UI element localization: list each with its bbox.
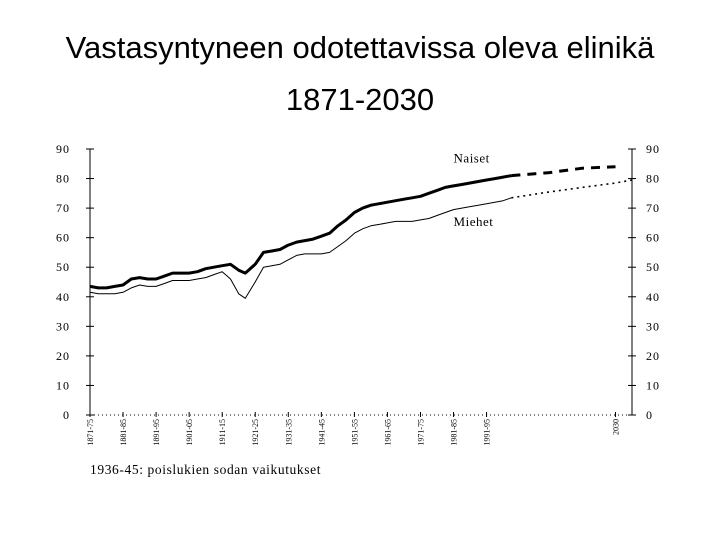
- y-tick-label-left: 80: [56, 171, 70, 186]
- x-tick-label: 1921-25: [251, 419, 261, 446]
- series-line-3: [511, 180, 632, 198]
- y-tick-label-right: 50: [646, 260, 660, 275]
- chart-title-line2: 1871-2030: [285, 82, 435, 117]
- x-tick-label: 1901-05: [185, 419, 195, 446]
- y-tick-label-right: 30: [646, 319, 660, 334]
- y-tick-label-left: 90: [56, 142, 70, 156]
- y-tick-label-left: 70: [56, 201, 70, 216]
- y-tick-label-left: 30: [56, 319, 70, 334]
- x-tick-label: 1991-95: [482, 419, 492, 446]
- y-tick-label-right: 60: [646, 230, 660, 245]
- series-label-0: Naiset: [453, 150, 490, 166]
- y-tick-label-right: 10: [646, 378, 660, 393]
- x-tick-label: 2030: [611, 419, 621, 435]
- x-tick-label: 1981-85: [449, 419, 459, 446]
- x-tick-label: 1911-15: [218, 419, 228, 446]
- x-tick-label: 1971-75: [416, 419, 426, 446]
- x-tick-label: 1951-55: [350, 419, 360, 446]
- y-tick-label-left: 50: [56, 260, 70, 275]
- series-label-layer: [454, 150, 494, 229]
- y-tick-label-left: 60: [56, 230, 70, 245]
- series-label-1: Miehet: [453, 213, 494, 229]
- x-tick-label: 1881-85: [119, 419, 129, 446]
- x-tick-label: 1871-75: [86, 419, 95, 446]
- y-tick-label-right: 90: [646, 142, 660, 156]
- y-tick-label-left: 10: [56, 378, 70, 393]
- axes: [56, 142, 660, 446]
- x-tick-label: 1941-45: [317, 419, 327, 446]
- series-layer: [90, 167, 632, 299]
- series-line-2: [511, 167, 615, 176]
- y-tick-label-right: 40: [646, 289, 660, 304]
- chart-title-line1: Vastasyntyneen odotettavissa oleva elinikä: [65, 30, 655, 65]
- y-tick-label-right: 20: [646, 348, 660, 363]
- y-tick-label-right: 70: [646, 201, 660, 216]
- series-line-0: [90, 176, 511, 288]
- y-tick-label-left: 0: [63, 408, 70, 422]
- y-tick-label-right: 80: [646, 171, 660, 186]
- x-tick-label: 1961-65: [383, 419, 393, 446]
- y-tick-label-left: 40: [56, 289, 70, 304]
- x-tick-label: 1931-35: [284, 419, 294, 446]
- y-tick-label-left: 20: [56, 348, 70, 363]
- y-tick-label-right: 0: [646, 408, 653, 422]
- footnote: 1936-45: poislukien sodan vaikutukset: [90, 462, 322, 477]
- x-tick-label: 1891-95: [152, 419, 162, 446]
- series-line-1: [90, 198, 511, 298]
